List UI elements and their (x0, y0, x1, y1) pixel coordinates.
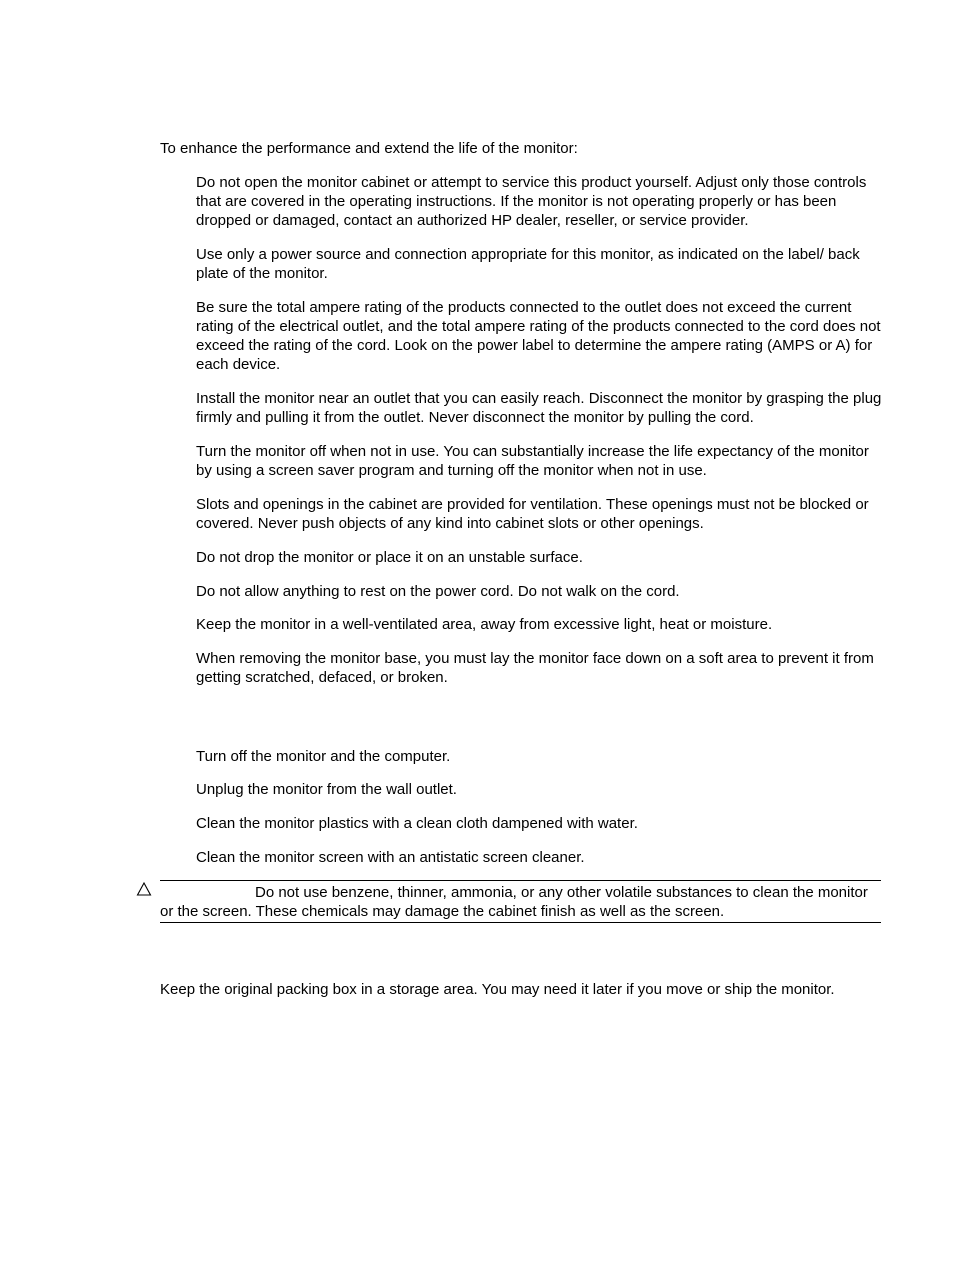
cleaning-item: Clean the monitor screen with an antistatic screen cleaner. (196, 849, 585, 866)
maintenance-item: Slots and openings in the cabinet are provided for ventilation. These openings must not be blocked or covered. Never push objects of any kind into cabinet slots or other openings. (196, 496, 869, 532)
maintenance-item: Keep the monitor in a well-ventilated area, away from excessive light, heat or moisture. (196, 616, 773, 633)
maintenance-item: Turn the monitor off when not in use. You can substantially increase the life expectancy of the monitor by using a screen saver program and turning off the monitor when not in use. (196, 443, 869, 479)
warning-triangle-icon (136, 881, 152, 897)
cleaning-item: Unplug the monitor from the wall outlet. (196, 781, 457, 798)
maintenance-item: Do not allow anything to rest on the power cord. Do not walk on the cord. (196, 583, 680, 600)
caution-note (160, 880, 881, 923)
maintenance-intro: To enhance the performance and extend the life of the monitor: (160, 140, 578, 157)
storage-note: Keep the original packing box in a storage area. You may need it later if you move or ship the monitor. (160, 981, 835, 998)
maintenance-item: Do not drop the monitor or place it on an unstable surface. (196, 549, 583, 566)
maintenance-item: Do not open the monitor cabinet or attempt to service this product yourself. Adjust only those controls that are covered in the operating instructions. If the monitor is not operating properly or has been dropped or damaged, contact an authorized HP dealer, reseller, or service provider. (196, 174, 867, 229)
cleaning-item: Clean the monitor plastics with a clean cloth dampened with water. (196, 815, 638, 832)
maintenance-item: Be sure the total ampere rating of the products connected to the outlet does not exceed the current rating of the electrical outlet, and the total ampere rating of the products connected to the cord does not exceed the rating of the cord. Look on the power label to determine the ampere rating (AMPS or A) for each device. (196, 299, 881, 373)
caution-text: Do not use benzene, thinner, ammonia, or any other volatile substances to clean the monitor or the screen. These chemicals may damage the cabinet finish as well as the screen. (160, 884, 868, 920)
cleaning-item: Turn off the monitor and the computer. (196, 748, 451, 765)
maintenance-item: Install the monitor near an outlet that you can easily reach. Disconnect the monitor by grasping the plug firmly and pulling it from the outlet. Never disconnect the monitor by pulling the cord. (196, 390, 882, 426)
maintenance-item: When removing the monitor base, you must lay the monitor face down on a soft area to prevent it from getting scratched, defaced, or broken. (196, 650, 874, 686)
maintenance-item: Use only a power source and connection appropriate for this monitor, as indicated on the label/ back plate of the monitor. (196, 246, 860, 282)
